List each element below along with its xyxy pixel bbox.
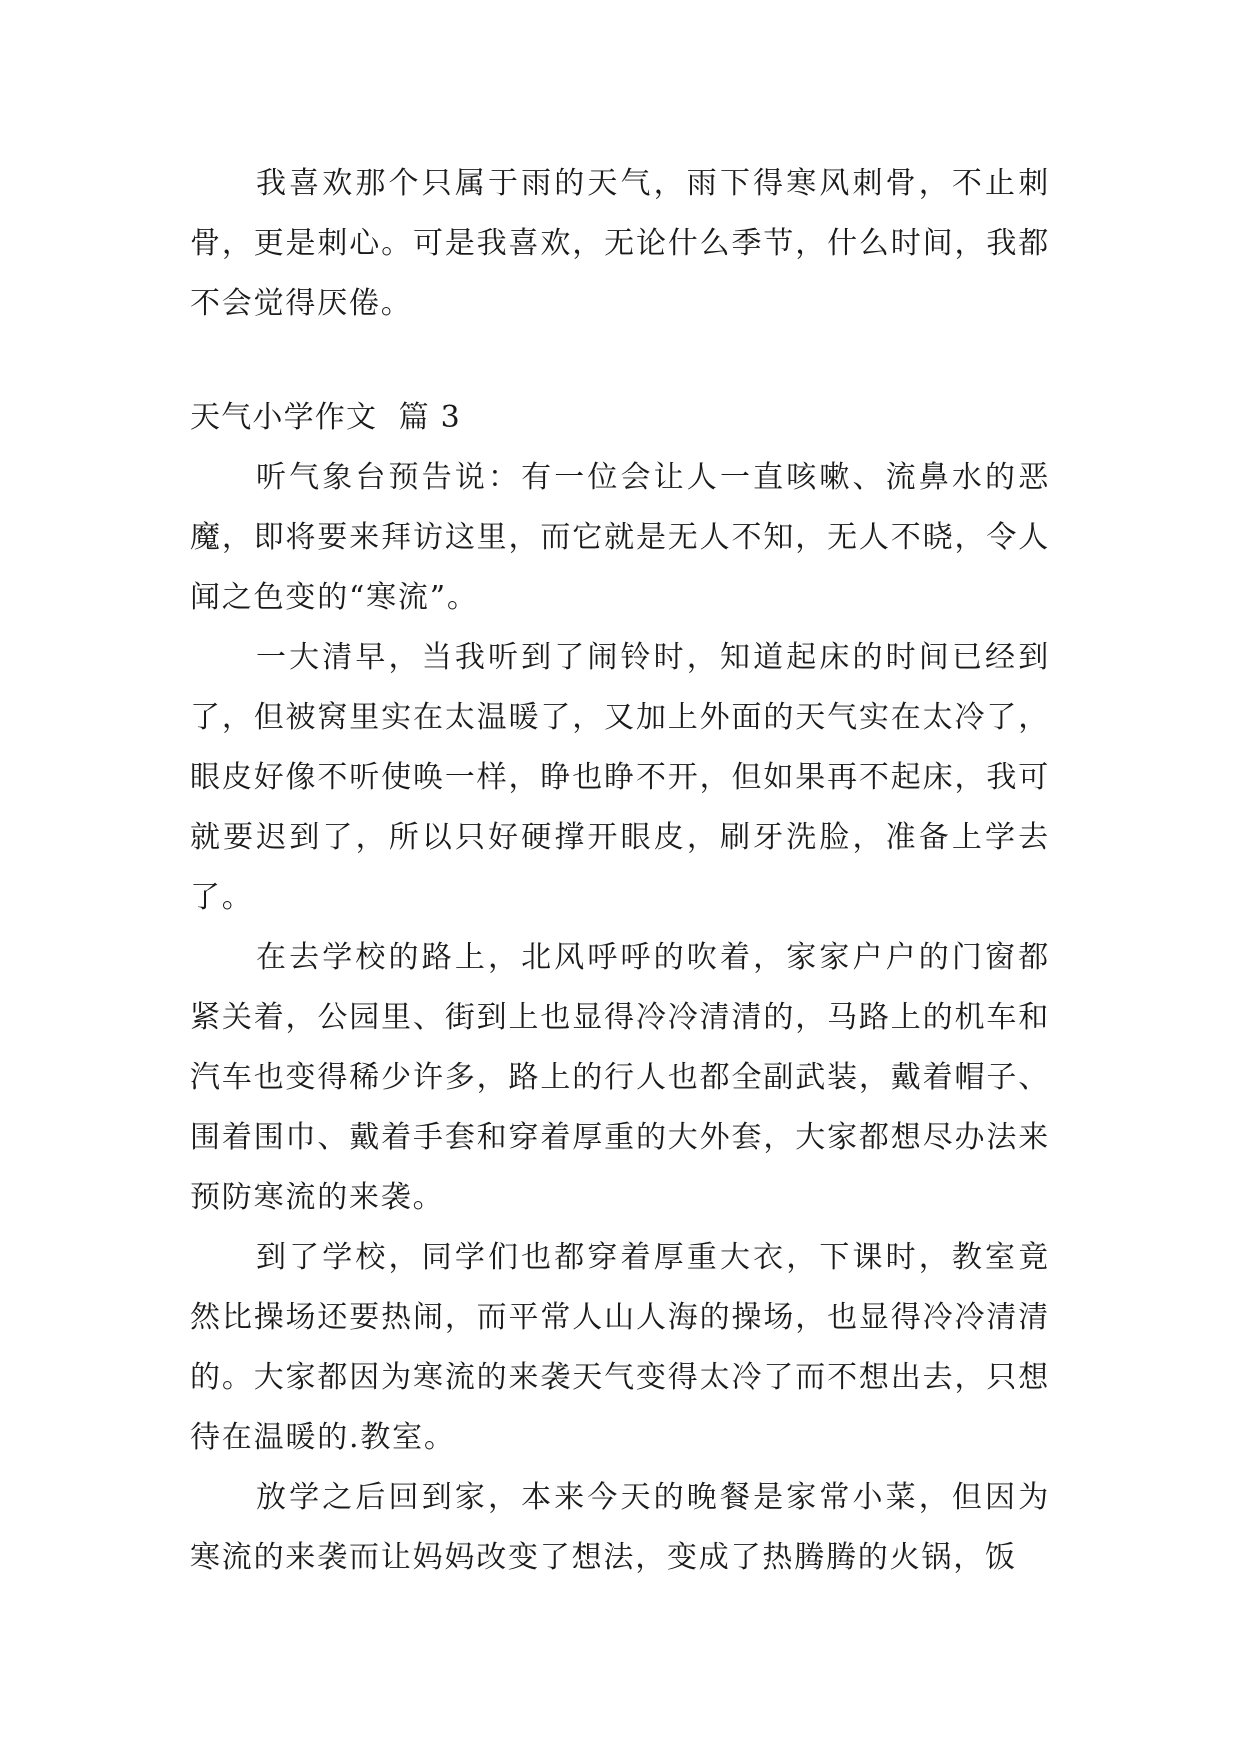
paragraph-3: 在去学校的路上，北风呼呼的吹着，家家户户的门窗都紧关着，公园里、街到上也显得冷冷清清的，马路上的机车和汽车也变得稀少许多，路上的行人也都全副武装，戴着帽子、围着围巾、戴着手套和穿着厚重的大外套，大家都想尽办法来预防寒流的来袭。 [190, 940, 1050, 1215]
paragraph-1: 听气象台预告说：有一位会让人一直咳嗽、流鼻水的恶魔，即将要来拜访这里，而它就是无人不知，无人不晓，令人闻之色变的“寒流”。 [190, 460, 1050, 615]
intro-section [190, 154, 1050, 334]
intro-paragraph: 我喜欢那个只属于雨的天气，雨下得寒风刺骨，不止刺骨，更是刺心。可是我喜欢，无论什么季节，什么时间，我都不会觉得厌倦。 [190, 166, 1050, 321]
section-heading: 天气小学作文 篇 3 [190, 400, 461, 435]
paragraph-2: 一大清早，当我听到了闹铃时，知道起床的时间已经到了，但被窝里实在太温暖了，又加上外面的天气实在太冷了，眼皮好像不听使唤一样，睁也睁不开，但如果再不起床，我可就要迟到了，所以只好硬撑开眼皮，刷牙洗脸，准备上学去了。 [190, 640, 1050, 915]
essay-section-3 [190, 388, 1050, 1588]
paragraph-4: 到了学校，同学们也都穿着厚重大衣，下课时，教室竟然比操场还要热闹，而平常人山人海的操场，也显得冷冷清清的。大家都因为寒流的来袭天气变得太冷了而不想出去，只想待在温暖的.教室。 [190, 1240, 1050, 1455]
paragraph-5: 放学之后回到家，本来今天的晚餐是家常小菜，但因为寒流的来袭而让妈妈改变了想法，变成了热腾腾的火锅，饭 [190, 1480, 1050, 1575]
